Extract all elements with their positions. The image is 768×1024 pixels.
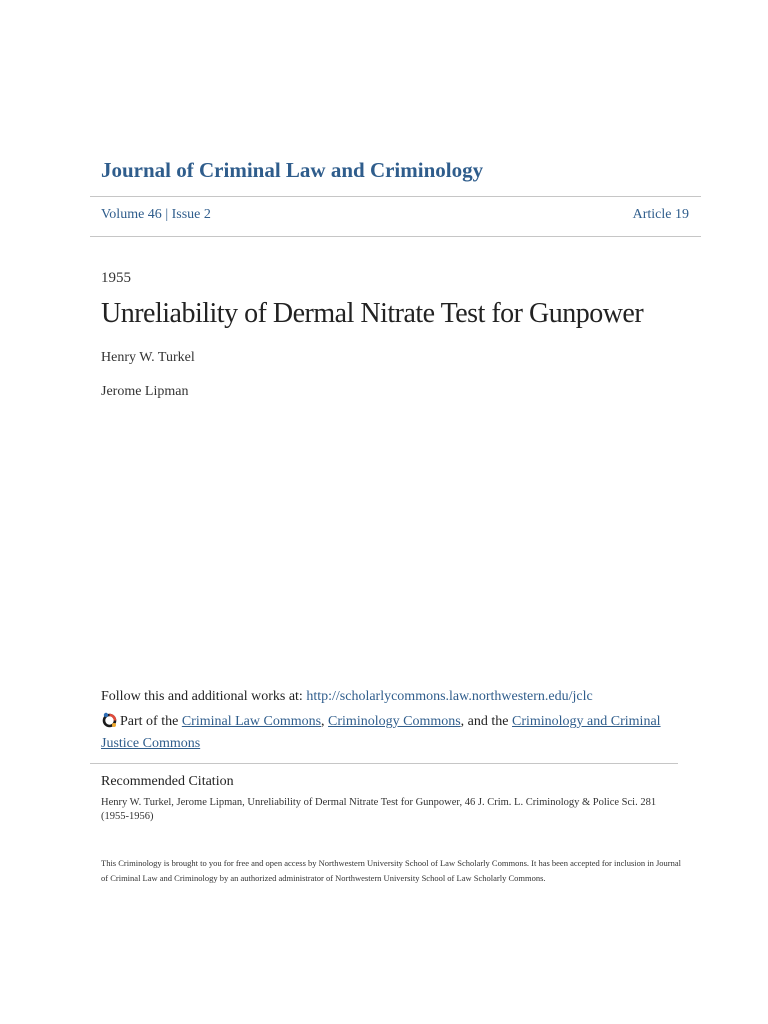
volume-link[interactable]: Volume 46	[101, 207, 162, 222]
commons-separator: ,	[321, 714, 329, 729]
issue-link[interactable]: Issue 2	[171, 207, 211, 222]
publication-year: 1955	[101, 270, 131, 286]
follow-prefix: Follow this and additional works at:	[101, 689, 307, 704]
citation-divider	[90, 763, 678, 764]
author-name: Jerome Lipman	[101, 384, 189, 399]
volume-issue-separator: |	[161, 207, 172, 222]
commons-prefix: Part of the	[120, 714, 182, 729]
commons-block	[101, 712, 681, 753]
volume-issue-line	[101, 207, 211, 223]
header-divider-top	[90, 196, 701, 197]
criminal-law-commons-link[interactable]: Criminal Law Commons	[181, 714, 322, 729]
journal-title-link[interactable]: Journal of Criminal Law and Criminology	[101, 158, 484, 182]
criminology-commons-link[interactable]: Criminology Commons	[328, 714, 461, 729]
recommended-citation-text: Henry W. Turkel, Jerome Lipman, Unreliability of Dermal Nitrate Test for Gunpower, 46 J. Crim. L. Criminology & Police Sci. 281 (1955-1956)	[101, 797, 657, 822]
follow-line	[101, 689, 593, 705]
network-icon	[101, 712, 118, 734]
header-divider-bottom	[90, 236, 701, 237]
repository-url-link[interactable]: http://scholarlycommons.law.northwestern.edu/jclc	[306, 689, 593, 704]
access-note: This Criminology is brought to you for free and open access by Northwestern University School of Law Scholarly Commons. It has been accepted for inclusion in Journal of Criminal Law and Criminology by an authorized administrator of Northwestern University School of Law Scholarly Commons.	[101, 858, 682, 883]
criminology-criminal-justice-commons-link[interactable]: Criminology and Criminal Justice Commons	[101, 714, 661, 751]
article-title: Unreliability of Dermal Nitrate Test for Gunpower	[101, 298, 644, 329]
author-name: Henry W. Turkel	[101, 350, 195, 365]
article-number-link[interactable]: Article 19	[632, 207, 689, 222]
recommended-citation-heading: Recommended Citation	[101, 774, 234, 789]
commons-separator: , and the	[460, 714, 512, 729]
